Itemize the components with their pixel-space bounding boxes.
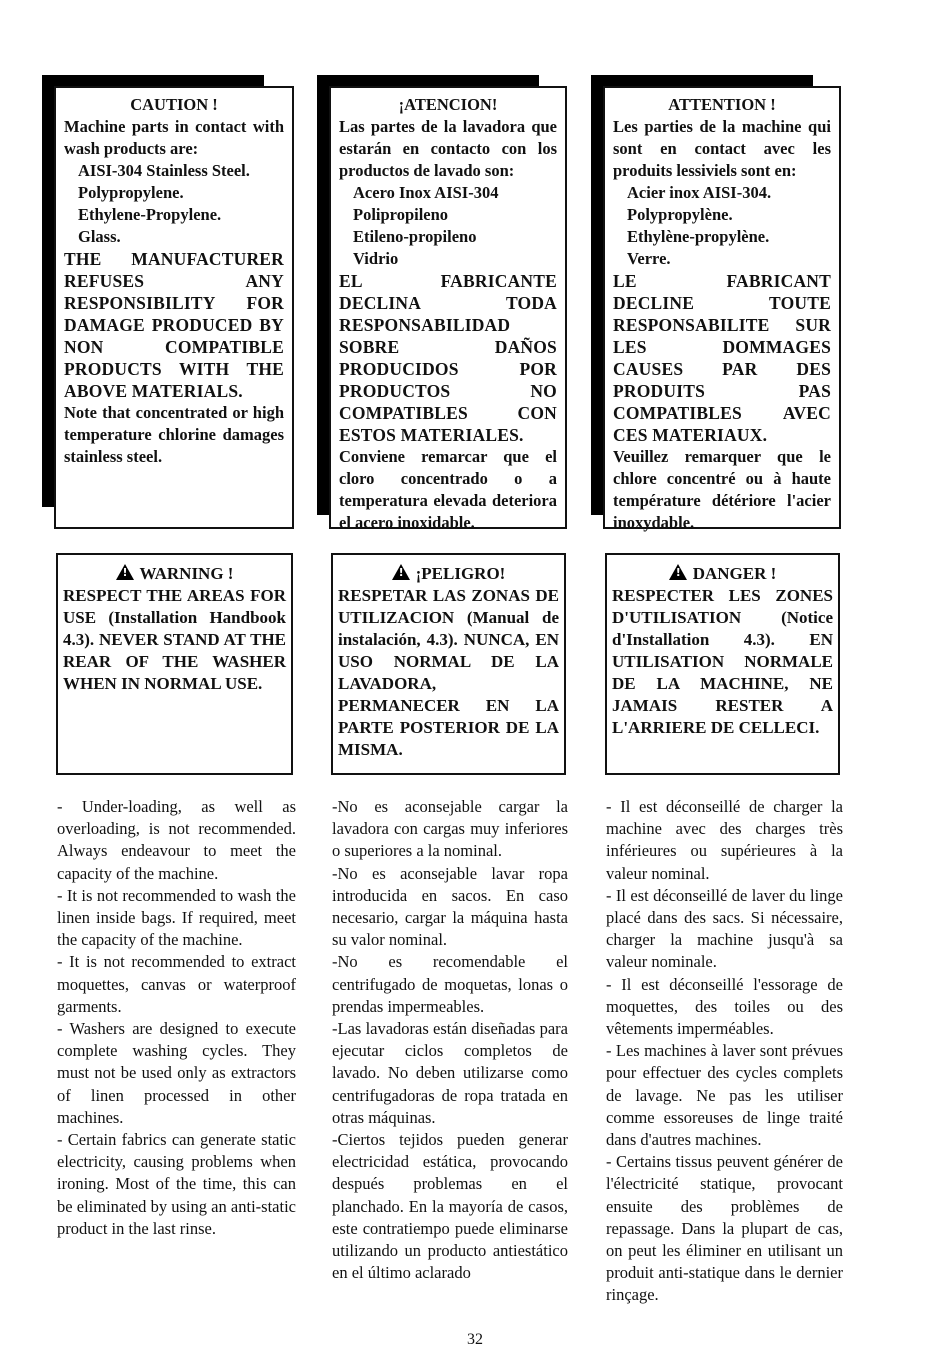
material-item: AISI-304 Stainless Steel. — [78, 161, 250, 180]
caution-intro: Machine parts in contact with wash products are: — [64, 117, 284, 158]
body-paragraph: -No es recomendable el centrifugado de moquetas, lonas o prendas impermeables. — [332, 952, 568, 1016]
body-paragraph: - Les machines à laver sont prévues pour effectuer des cycles complets de lavage. Ne pas les utiliser comme essoreuses de linge traité dans d'autres machines. — [606, 1041, 843, 1150]
warning-box-fr — [605, 553, 840, 775]
body-column-fr — [606, 796, 843, 1307]
warning-body: RESPECTER LES ZONES D'UTILISATION (Notice d'Installation 4.3). EN UTILISATION NORMALE DE LA MACHINE, NE JAMAIS RESTER A L'ARRIERE DE CELLECI. — [612, 586, 833, 737]
caution-box-en — [42, 75, 294, 529]
caution-disclaimer: THE MANUFACTURER REFUSES ANY RESPONSIBILITY FOR DAMAGE PRODUCED BY NON COMPATIBLE PRODUCTS WITH THE ABOVE MATERIALS. — [64, 249, 284, 401]
materials-list — [339, 182, 557, 270]
caution-intro: Las partes de la lavadora que estarán en contacto con los productos de lavado son: — [339, 117, 557, 180]
caution-title: CAUTION ! — [130, 95, 218, 114]
warning-box-es — [331, 553, 566, 775]
body-paragraph: - Washers are designed to execute complete washing cycles. They must not be used only as extractors of linen processed in other machines. — [57, 1019, 296, 1127]
warning-title — [612, 563, 833, 585]
material-item: Verre. — [627, 249, 671, 268]
warning-title-text: DANGER ! — [692, 564, 777, 583]
body-paragraph: -No es aconsejable cargar la lavadora con cargas muy inferiores o superiores a la nominal. — [332, 797, 568, 861]
materials-list — [613, 182, 831, 270]
warning-triangle-icon — [392, 564, 410, 580]
material-item: Polypropylène. — [627, 205, 733, 224]
body-column-en — [57, 796, 296, 1240]
caution-title: ATTENTION ! — [668, 95, 776, 114]
caution-disclaimer: EL FABRICANTE DECLINA TODA RESPONSABILIDAD SOBRE DAÑOS PRODUCIDOS POR PRODUCTOS NO COMPATIBLES CON ESTOS MATERIALES. — [339, 271, 557, 445]
materials-list — [64, 160, 284, 248]
material-item: Vidrio — [353, 249, 399, 268]
body-paragraph: - Under-loading, as well as overloading, is not recommended. Always endeavour to meet the capacity of the machine. — [57, 797, 296, 883]
body-paragraph: - It is not recommended to wash the linen inside bags. If required, meet the capacity of the machine. — [57, 885, 296, 950]
body-paragraph: -Las lavadoras están diseñadas para ejecutar ciclos completos de lavado. No deben utilizarse como centrifugadoras de ropa tratada en otras máquinas. — [332, 1019, 568, 1127]
material-item: Etileno-propileno — [353, 227, 477, 246]
body-paragraph: - Il est déconseillé de charger la machine avec des charges très inférieures ou supérieures à la valeur nominal. — [606, 797, 843, 883]
body-paragraph: -Ciertos tejidos pueden generar electricidad estática, provocando después problemas en el planchado. En la mayoría de casos, este contratiempo puede eliminarse utilizando un producto antiestático en el último aclarado — [332, 1130, 568, 1283]
material-item: Acero Inox AISI-304 — [353, 183, 499, 202]
body-paragraph: - Certains tissus peuvent générer de l'électricité statique, provocant ensuite des problèmes de repassage. Dans la plupart de cas, on peut les éliminer en utilisant un produit anti-statique dans le dernier rinçage. — [606, 1152, 843, 1305]
material-item: Ethylène-propylène. — [627, 227, 770, 246]
warning-triangle-icon — [669, 564, 687, 580]
body-column-es — [332, 796, 568, 1284]
warning-box-en — [56, 553, 293, 775]
warning-title-text: WARNING ! — [139, 564, 234, 583]
body-paragraph: - It is not recommended to extract moquettes, canvas or waterproof garments. — [57, 952, 296, 1016]
caution-note: Veuillez remarquer que le chlore concentré ou à haute température détériore l'acier inoxydable. — [613, 447, 831, 532]
warning-body: RESPETAR LAS ZONAS DE UTILIZACION (Manual de instalación, 4.3). NUNCA, EN USO NORMAL DE LA LAVADORA, PERMANECER EN LA PARTE POSTERIOR DE LA MISMA. — [338, 586, 559, 759]
warning-body: RESPECT THE AREAS FOR USE (Installation Handbook 4.3). NEVER STAND AT THE REAR OF THE WASHER WHEN IN NORMAL USE. — [63, 586, 286, 693]
caution-note: Note that concentrated or high temperature chlorine damages stainless steel. — [64, 403, 284, 466]
body-paragraph: - Certain fabrics can generate static electricity, causing problems when ironing. Most of the time, this can be eliminated by using an anti-static product in the last rinse. — [57, 1130, 296, 1238]
material-item: Ethylene-Propylene. — [78, 205, 222, 224]
caution-intro: Les parties de la machine qui sont en contact avec les produits lessiviels sont en: — [613, 117, 831, 180]
warning-triangle-icon — [116, 564, 134, 580]
material-item: Polypropylene. — [78, 183, 184, 202]
page-number: 32 — [467, 1331, 483, 1348]
material-item: Polipropileno — [353, 205, 449, 224]
caution-box-fr — [591, 75, 841, 532]
material-item: Glass. — [78, 227, 121, 246]
warning-title — [63, 563, 286, 585]
body-paragraph: - Il est déconseillé de laver du linge placé dans des sacs. Si nécessaire, charger la machine jusqu'à sa valeur nominale. — [606, 885, 843, 972]
warning-title-text: ¡PELIGRO! — [415, 564, 506, 583]
caution-disclaimer: LE FABRICANT DECLINE TOUTE RESPONSABILITE SUR LES DOMMAGES CAUSES PAR DES PRODUITS PAS COMPATIBLES AVEC CES MATERIAUX. — [613, 271, 831, 445]
body-paragraph: - Il est déconseillé l'essorage de moquettes, des toiles ou des vêtements imperméables. — [606, 974, 843, 1039]
caution-box-es — [317, 75, 567, 532]
material-item: Acier inox AISI-304. — [627, 183, 772, 202]
caution-title: ¡ATENCION! — [398, 95, 498, 114]
body-paragraph: -No es aconsejable lavar ropa introducida en sacos. En caso necesario, cargar la máquina hasta su valor nominal. — [332, 863, 568, 950]
warning-title — [338, 563, 559, 585]
caution-note: Conviene remarcar que el cloro concentrado o a temperatura elevada deteriora el acero inoxidable. — [339, 447, 557, 532]
